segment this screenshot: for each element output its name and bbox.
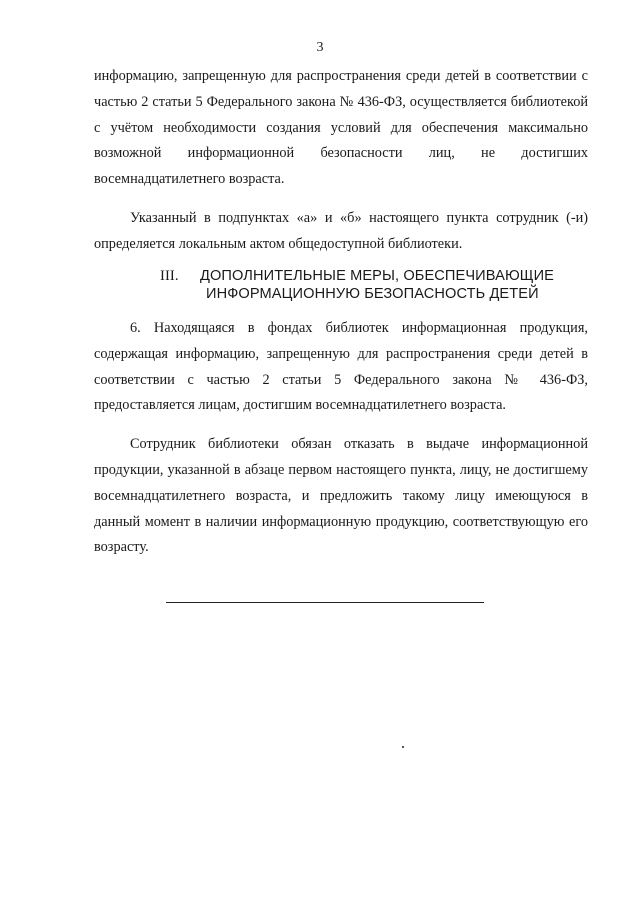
paragraph-continuation: информацию, запрещенную для распространения среди детей в соответствии с частью 2 статьи 5 Федерального закона № 436-ФЗ, осуществляется библиотекой с учётом необходимости создания условий для обеспечения максимально возможной информационной безопасности лиц, не достигших восемнадцатилетнего возраста. (94, 68, 588, 188)
paragraph-staff-obligation: Сотрудник библиотеки обязан отказать в выдаче информационной продукции, указанной в абзаце первом настоящего пункта, лицу, не достигшему восемнадцатилетнего возраста, и предложить такому лицу имеющуюся в данный момент в наличии информационную продукцию, соответствующую его возрасту. (94, 436, 588, 556)
page-number: 3 (316, 40, 324, 55)
section-title-line-2: ИНФОРМАЦИОННУЮ БЕЗОПАСНОСТЬ ДЕТЕЙ (206, 286, 539, 302)
section-title-line-1: ДОПОЛНИТЕЛЬНЫЕ МЕРЫ, ОБЕСПЕЧИВАЮЩИЕ (200, 268, 554, 284)
scan-artifact-dot (402, 746, 404, 748)
continued-text-block (94, 64, 588, 258)
section-text-block (94, 316, 588, 561)
section-number: III. (160, 268, 179, 284)
end-separator-line (166, 602, 484, 603)
paragraph-responsible-staff: Указанный в подпунктах «а» и «б» настоящего пункта сотрудник (-и) определяется локальным актом общедоступной библиотеки. (94, 209, 588, 252)
paragraph-item-6: 6. Находящаяся в фондах библиотек информационная продукция, содержащая информацию, запрещенную для распространения среди детей в соответствии с частью 2 статьи 5 Федерального закона № 436-ФЗ, предоставляется лицам, достигшим восемнадцатилетнего возраста. (94, 320, 588, 414)
